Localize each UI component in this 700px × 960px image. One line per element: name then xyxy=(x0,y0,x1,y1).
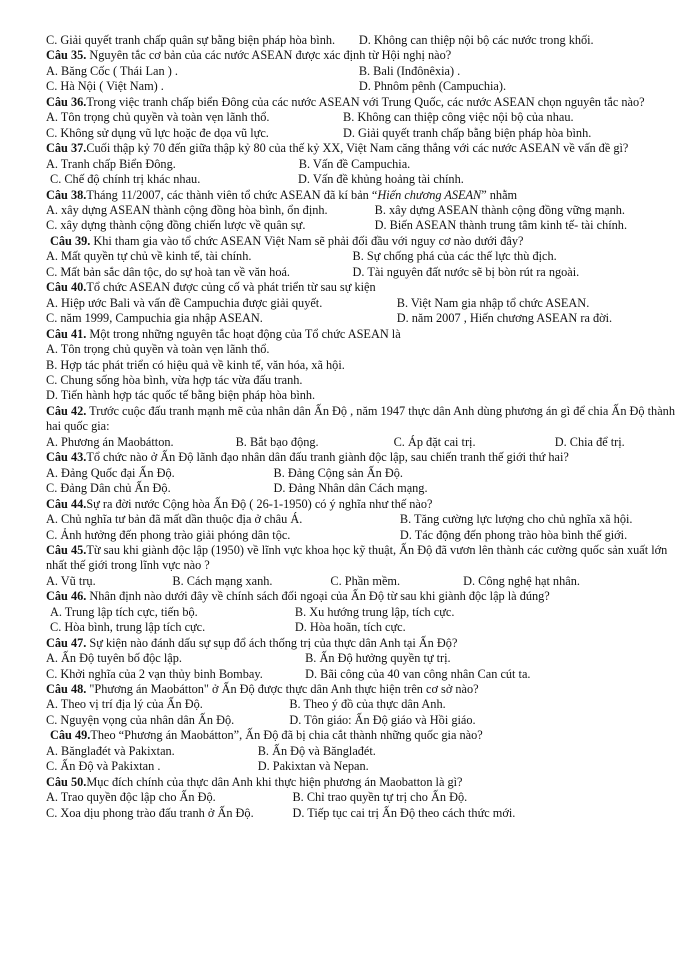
option-b: B. Ấn Độ và Bănglađét. xyxy=(257,743,376,758)
option-b: B. Theo ý đồ của thực dân Anh. xyxy=(289,697,446,712)
question-text: Mục đích chính của thực dân Anh khi thực hiện phương án Maobatton là gì? xyxy=(86,774,463,789)
question-text-emphasis: Hiến chương ASEAN xyxy=(377,187,482,202)
question-text: Nhân định nào dưới đây về chính sách đối ngoại của Ấn Độ từ sau khi giành độc lập là đúng? xyxy=(86,589,550,604)
question-40 xyxy=(46,280,678,295)
options-row xyxy=(46,64,678,79)
question-46 xyxy=(46,589,678,604)
option-c: C. Chung sống hòa bình, vừa hợp tác vừa đấu tranh. xyxy=(46,372,303,387)
question-text: Từ sau khi giành độc lập (1950) về lĩnh vực khoa học kỹ thuật, Ấn Độ đã vươn lên thành các cường quốc sản xuất lớn nhất thế giới trong lĩnh vực nào ? xyxy=(46,542,668,573)
options-row xyxy=(46,249,678,264)
option-d: D. Đảng Nhân dân Cách mạng. xyxy=(273,481,428,496)
options-row xyxy=(46,605,678,620)
option-a: A. Trao quyền độc lập cho Ấn Độ. xyxy=(46,790,216,805)
question-36 xyxy=(46,95,678,110)
option-a: A. Hiệp ước Bali và vấn đề Campuchia được giải quyết. xyxy=(46,295,323,310)
option-b: B. Chỉ trao quyền tự trị cho Ấn Độ. xyxy=(292,790,468,805)
options-row xyxy=(46,33,678,48)
question-49 xyxy=(46,728,678,743)
options-row xyxy=(46,218,678,233)
option-c: C. Phần mềm. xyxy=(330,573,401,588)
options-row xyxy=(46,481,678,496)
question-43 xyxy=(46,450,678,465)
question-text: "Phương án Maobátton" ở Ấn Độ được thực dân Anh thực hiện trên cơ sở nào? xyxy=(86,682,479,697)
option-a: A. Tôn trọng chủ quyền và toàn vẹn lãnh thổ. xyxy=(46,110,270,125)
option-c: C. Áp đặt cai trị. xyxy=(393,434,476,449)
options-row xyxy=(46,466,678,481)
question-text: Theo “Phương án Maobátton”, Ấn Độ đã bị chia cắt thành những quốc gia nào? xyxy=(90,728,483,743)
option-b: B. Bắt bạo động. xyxy=(235,434,319,449)
options-row xyxy=(46,110,678,125)
option-b: B. Xu hướng trung lập, tích cực. xyxy=(294,604,455,619)
question-text: Sự kiện nào đánh dấu sự sụp đổ ách thống trị của thực dân Anh tại Ấn Độ? xyxy=(86,635,458,650)
option-d: D. Phnôm pênh (Campuchia). xyxy=(358,79,507,94)
option-a: A. Tôn trọng chủ quyền và toàn vẹn lãnh thổ. xyxy=(46,342,270,357)
option-a: A. Vũ trụ. xyxy=(46,573,96,588)
question-text: Khi tham gia vào tổ chức ASEAN Việt Nam sẽ phải đối đầu với nguy cơ nào dưới đây? xyxy=(90,233,524,248)
option-c: C. Nguyện vọng của nhân dân Ấn Độ. xyxy=(46,712,235,727)
question-38 xyxy=(46,188,678,203)
option-a: A. Băng Cốc ( Thái Lan ) . xyxy=(46,63,178,78)
question-text: Tổ chức nào ở Ấn Độ lãnh đạo nhân dân đấu tranh giành độc lập, sau chiến tranh thế giới thứ hai? xyxy=(86,450,569,465)
question-label: Câu 50. xyxy=(46,774,87,789)
options-row xyxy=(46,620,678,635)
option-c: C. Xoa dịu phong trào đấu tranh ở Ấn Độ. xyxy=(46,805,254,820)
option-d: D. Biến ASEAN thành trung tâm kinh tế- tài chính. xyxy=(374,218,628,233)
option-a: A. Phương án Maobátton. xyxy=(46,434,174,449)
option-a: A. Ấn Độ tuyên bố độc lập. xyxy=(46,651,182,666)
option-c: C. Mất bản sắc dân tộc, do sự hoà tan về văn hoá. xyxy=(46,264,290,279)
question-48 xyxy=(46,682,678,697)
option-c: C. Không sử dụng vũ lực hoặc đe dọa vũ lực. xyxy=(46,125,269,140)
options-row xyxy=(46,651,678,666)
question-label: Câu 35. xyxy=(46,48,87,63)
question-text: ” nhằm xyxy=(481,187,518,202)
options-row xyxy=(46,311,678,326)
question-label: Câu 48. xyxy=(46,682,87,697)
option-d: D. Pakixtan và Nepan. xyxy=(257,759,369,774)
question-label: Câu 41. xyxy=(46,326,87,341)
question-text: Tổ chức ASEAN được củng cố và phát triển từ sau sự kiện xyxy=(86,280,376,295)
option-d: D. năm 2007 , Hiến chương ASEAN ra đời. xyxy=(396,311,613,326)
options-row xyxy=(46,126,678,141)
question-45 xyxy=(46,543,678,574)
option-b: B. Bali (Inđônêxia) . xyxy=(358,63,461,78)
question-text: Tháng 11/2007, các thành viên tổ chức ASEAN đã kí bản “ xyxy=(86,187,378,202)
question-text: Sự ra đời nước Cộng hòa Ấn Độ ( 26-1-1950) có ý nghĩa như thế nào? xyxy=(86,496,433,511)
options-row xyxy=(46,744,678,759)
option-a: A. Chủ nghĩa tư bản đã mất dần thuộc địa ở châu Á. xyxy=(46,512,303,527)
options-row xyxy=(46,697,678,712)
question-47 xyxy=(46,636,678,651)
options-row xyxy=(46,512,678,527)
question-37 xyxy=(46,141,678,156)
option-d: D. Tác động đến phong trào hòa bình thế giới. xyxy=(399,527,628,542)
question-text: Một trong những nguyên tắc hoạt động của Tổ chức ASEAN là xyxy=(86,326,401,341)
question-44 xyxy=(46,497,678,512)
option-a: A. Bănglađét và Pakixtan. xyxy=(46,743,175,758)
question-42 xyxy=(46,404,678,435)
question-text: Cuối thập kỷ 70 đến giữa thập kỷ 80 của thế kỷ XX, Việt Nam căng thẳng với các nước ASEAN về vấn đề gì? xyxy=(86,141,629,156)
options-row xyxy=(46,172,678,187)
option-a: A. Theo vị trí địa lý của Ấn Độ. xyxy=(46,697,203,712)
options-row xyxy=(46,574,678,589)
option-b: B. Vấn đề Campuchia. xyxy=(298,156,411,171)
options-row xyxy=(46,157,678,172)
option-d: D. Tiến hành hợp tác quốc tế bằng biện pháp hòa bình. xyxy=(46,388,316,403)
option-d: D. Chia để trị. xyxy=(554,434,625,449)
option-d: D. Vấn đề khủng hoảng tài chính. xyxy=(298,172,464,187)
question-41 xyxy=(46,327,678,342)
option-b: B. Việt Nam gia nhập tổ chức ASEAN. xyxy=(396,295,590,310)
options-row xyxy=(46,806,678,821)
option-d: D. Công nghệ hạt nhân. xyxy=(463,573,580,588)
option-a: A. Tranh chấp Biển Đông. xyxy=(46,156,176,171)
question-label: Câu 40. xyxy=(46,280,87,295)
option-b: B. Tăng cường lực lượng cho chủ nghĩa xã hội. xyxy=(399,512,633,527)
option-c: C. Chế độ chính trị khác nhau. xyxy=(50,172,201,187)
option-c: C. Đảng Dân chủ Ấn Độ. xyxy=(46,481,171,496)
question-text: Nguyên tắc cơ bản của các nước ASEAN được xác định từ Hội nghị nào? xyxy=(86,48,452,63)
option-c: C. Hà Nội ( Việt Nam) . xyxy=(46,79,164,94)
option-b: B. Ấn Độ hưởng quyền tự trị. xyxy=(305,651,451,666)
question-label: Câu 46. xyxy=(46,589,87,604)
option-c: C. xây dựng thành cộng đồng chiến lược về quân sự. xyxy=(46,218,306,233)
options-row xyxy=(46,528,678,543)
options-row xyxy=(46,296,678,311)
question-50 xyxy=(46,775,678,790)
option-a: A. Trung lập tích cực, tiến bộ. xyxy=(50,604,198,619)
question-text: Trước cuộc đấu tranh mạnh mẽ của nhân dân Ấn Độ , năm 1947 thực dân Anh dùng phương án gì để chia Ấn Độ thành hai quốc gia: xyxy=(46,403,675,434)
option-d: D. Tài nguyên đất nước sẽ bị bòn rút ra ngoài. xyxy=(352,264,580,279)
option-b: B. xây dựng ASEAN thành cộng đồng vững mạnh. xyxy=(374,202,625,217)
question-text: Trong việc tranh chấp biển Đông của các nước ASEAN với Trung Quốc, các nước ASEAN chọn nguyên tắc nào? xyxy=(86,94,645,109)
option-c: C. năm 1999, Campuchia gia nhập ASEAN. xyxy=(46,311,263,326)
options-row xyxy=(46,435,678,450)
option-d: D. Tôn giáo: Ấn Độ giáo và Hồi giáo. xyxy=(289,712,476,727)
option-d: D. Hòa hoãn, tích cực. xyxy=(294,620,406,635)
options-row xyxy=(46,790,678,805)
question-39 xyxy=(46,234,678,249)
option-b: B. Hợp tác phát triển có hiệu quả về kinh tế, văn hóa, xã hội. xyxy=(46,357,345,372)
options-row xyxy=(46,79,678,94)
option-b: B. Đảng Cộng sản Ấn Độ. xyxy=(273,465,403,480)
option-a: A. Đảng Quốc đại Ấn Độ. xyxy=(46,465,175,480)
question-label: Câu 39. xyxy=(50,233,91,248)
option-d: D. Bãi công của 40 van công nhân Can cút ta. xyxy=(305,666,531,681)
options-row xyxy=(46,203,678,218)
question-label: Câu 47. xyxy=(46,635,87,650)
option-b: B. Cách mạng xanh. xyxy=(172,573,273,588)
options-row xyxy=(46,759,678,774)
option-b: B. Sự chống phá của các thế lực thù địch. xyxy=(352,249,557,264)
question-label: Câu 36. xyxy=(46,94,87,109)
options-row xyxy=(46,713,678,728)
question-label: Câu 37. xyxy=(46,141,87,156)
question-label: Câu 43. xyxy=(46,450,87,465)
option-c: C. Giải quyết tranh chấp quân sự bằng biện pháp hòa bình. xyxy=(46,33,336,47)
question-label: Câu 38. xyxy=(46,187,87,202)
option-a: A. Mất quyền tự chủ về kinh tế, tài chính. xyxy=(46,249,252,264)
question-label: Câu 45. xyxy=(46,542,87,557)
options-row xyxy=(46,265,678,280)
option-c: C. Hòa bình, trung lập tích cực. xyxy=(50,620,206,635)
question-label: Câu 42. xyxy=(46,403,87,418)
option-c: C. Ấn Độ và Pakixtan . xyxy=(46,759,161,774)
option-d: D. Giải quyết tranh chấp bằng biện pháp hòa bình. xyxy=(343,125,592,140)
option-b: B. Không can thiệp công việc nội bộ của nhau. xyxy=(343,110,574,125)
question-label: Câu 49. xyxy=(50,728,91,743)
option-c: C. Ảnh hưởng đến phong trào giải phóng dân tộc. xyxy=(46,527,291,542)
option-d: D. Tiếp tục cai trị Ấn Độ theo cách thức mới. xyxy=(292,805,516,820)
options-row xyxy=(46,667,678,682)
option-a: A. xây dựng ASEAN thành cộng đồng hòa bình, ổn định. xyxy=(46,202,328,217)
option-d: D. Không can thiệp nội bộ các nước trong khối. xyxy=(358,33,594,47)
question-35 xyxy=(46,48,678,63)
question-label: Câu 44. xyxy=(46,496,87,511)
option-c: C. Khởi nghĩa của 2 vạn thủy binh Bombay. xyxy=(46,666,263,681)
